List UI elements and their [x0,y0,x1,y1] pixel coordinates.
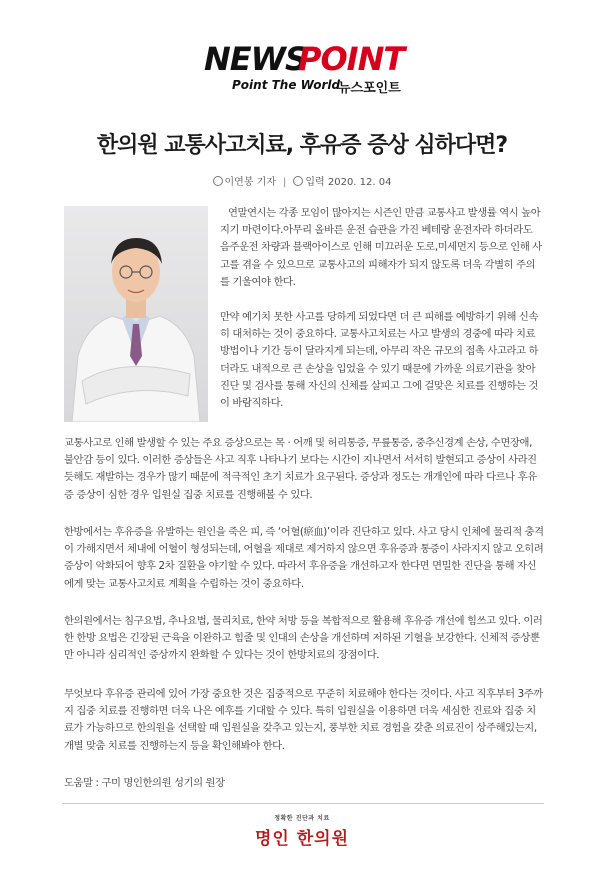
publish-date: 입력 2020. 12. 04 [305,177,392,188]
doctor-photo [64,206,208,422]
paragraph-1: 연말연시는 각종 모임이 많아지는 시즌인 만큼 교통사고 발생률 역시 높아지기 마련이다.아무리 올바른 운전 습관을 가진 베테랑 운전자라 하더라도 음주운전 차량과 블랙아이스로 인해 미끄러운 도로,미세먼지 등으로 인해 사고를 겪을 수 있으므로 교통사고의 피해자가 되지 않도록 더욱 각별히 주의를 기울여야 한다. [220,207,542,288]
hospital-name: 명인 한의원 [254,829,350,849]
byline-divider: | [282,177,287,188]
hospital-slogan: 정확한 진단과 치료 [274,815,330,822]
logo-news-text: NEWS [204,40,307,78]
paragraph-4: 한방에서는 후유증을 유발하는 원인을 죽은 피, 즉 ‘어혈(瘀血)’이라 진단하고 있다. 사고 당시 인체에 물리적 충격이 가해지면서 체내에 어혈이 형성되는데, 어혈을 제대로 제거하지 않으면 후유증과 통증이 사라지지 않고 오히려 증상이 악화되어 향후 2차 질환을 야기할 수 있다. 따라서 후유증을 개선하고자 한다면 면밀한 진단을 통해 자신에게 맞는 교통사고치료 계획을 수립하는 것이 중요하다. [64,526,544,590]
advisor-credit: 도움말 : 구미 명인한의원 성기의 원장 [64,777,225,789]
article-headline: 한의원 교통사고치료, 후유증 증상 심하다면? [96,133,508,158]
logo-point-text: POINT [298,40,405,78]
logo-tagline-ko: 뉴스포인트 [338,81,401,96]
logo-tagline-en: Point The World [232,78,341,92]
masthead [0,40,604,104]
paragraph-3: 교통사고로 인해 발생할 수 있는 주요 증상으로는 목 · 어깨 및 허리통증, 무릎통증, 중추신경계 손상, 수면장애, 불안감 등이 있다. 이러한 증상들은 사고 직후 나타나기 보다는 시간이 지나면서 서서히 발현되고 증상이 사라진 듯해도 재발하는 경우가 많기 때문에 적극적인 초기 치료가 요구된다. 증상과 정도는 개개인에 따라 다르나 후유증 증상이 심한 경우 입원실 집중 치료를 진행해볼 수 있다. [64,437,537,501]
paragraph-6: 무엇보다 후유증 관리에 있어 가장 중요한 것은 집중적으로 꾸준히 치료해야 한다는 것이다. 사고 직후부터 3주까지 집중 치료를 진행하면 더욱 나은 예후를 기대할 수 있다. 특히 입원실을 이용하면 더욱 세심한 진료와 집중 치료가 가능하므로 한의원을 선택할 때 입원실을 갖추고 있는지, 풍부한 치료 경험을 갖춘 의료진이 상주해있는지, 개별 맞춤 치료를 진행하는지 등을 확인해봐야 한다. [64,688,543,752]
newspoint-logo[interactable] [202,40,405,100]
paragraph-2: 만약 예기치 못한 사고를 당하게 되었다면 더 큰 피해를 예방하기 위해 신속히 대처하는 것이 중요하다. 교통사고치료는 사고 발생의 경중에 따라 치료 방법이나 기간 등이 달라지게 되는데, 아무리 작은 규모의 접촉 사고라고 하더라도 내적으로 큰 손상을 입었을 수 있기 때문에 가까운 의료기관을 찾아 진단 및 검사를 통해 자신의 신체를 살피고 그에 걸맞은 치료를 진행하는 것이 바람직하다. [220,311,539,410]
author-name: 이연봉 기자 [224,177,276,188]
byline [0,173,604,188]
footer-divider [62,803,544,804]
paragraph-5: 한의원에서는 침구요법, 추나요법, 물리치료, 한약 처방 등을 복합적으로 활용해 후유증 개선에 힘쓰고 있다. 이러한 한방 요법은 긴장된 근육을 이완하고 힘줄 및 인대의 손상을 개선하며 저하된 기혈을 보강한다. 신체적 증상뿐만 아니라 심리적인 증상까지 완화할 수 있다는 것이 한방치료의 장점이다. [64,615,543,662]
clock-icon [293,176,303,186]
person-icon [213,176,223,186]
hospital-logo [0,813,604,849]
